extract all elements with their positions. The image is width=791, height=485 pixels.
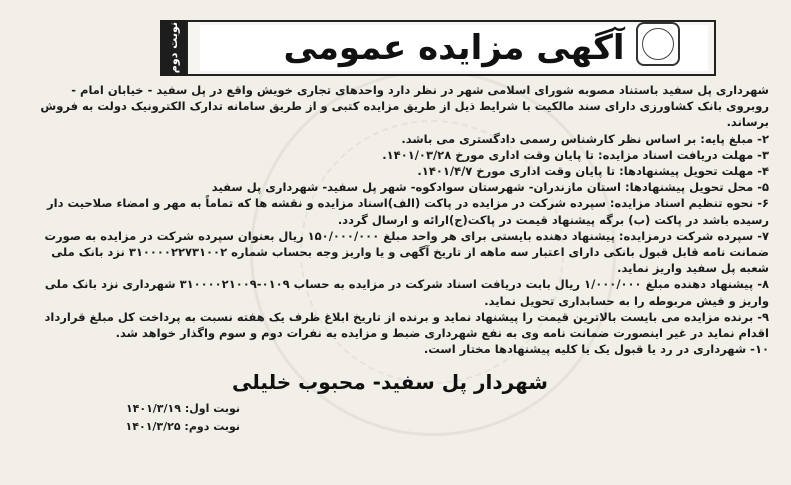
turn-label-tab — [160, 20, 186, 76]
notice-item: ۹- برنده مزایده می بایست بالاترین قیمت را پیشنهاد نماید و برنده از تاریخ ابلاغ ظرف یک هفته نسبت به پرداخت کل مبلغ قرارداد اقدام نماید در غیر اینصورت ضمانت نامه وی به نفع شهرداری ضبط و مزایده به نفرات دوم و سوم واگذار خواهد شد. — [44, 309, 769, 341]
publication-dates — [40, 400, 240, 436]
signature-line: شهردار پل سفید- محبوب خلیلی — [232, 370, 548, 394]
notice-title: آگهی مزایده عمومی — [200, 25, 708, 71]
notice-item: ۶- نحوه تنظیم اسناد مزایده: سپرده شرکت در مزایده در پاکت (الف)اسناد مزایده و نقشه ها که تماماً به مهر و امضاء صلاحیت دار رسیده باشد در پاکت (ب) برگه پیشنهاد قیمت در پاکت(ج)ارائه و ارسال گردد. — [47, 196, 769, 227]
notice-item: ۵- محل تحویل پیشنهادها: استان مازندران- شهرستان سوادکوه- شهر پل سفید- شهرداری پل سفید — [211, 180, 769, 195]
notice-item: ۸- پیشنهاد دهنده مبلغ ۱/۰۰۰/۰۰۰ ریال بابت دریافت اسناد شرکت در مزایده به حساب ۰۱۰۹-۳۱۰۰۰۰۲۱۰۰۹ شهرداری نزد بانک ملی واریز و فیش مربوطه را به حسابداری تحویل نماید. — [44, 277, 769, 308]
notice-item: ۲- مبلغ پایه: بر اساس نظر کارشناس رسمی دادگستری می باشد. — [401, 131, 769, 146]
notice-item: ۷- سپرده شرکت درمزایده: پیشنهاد دهنده بایستی برای هر واحد مبلغ ۱۵۰/۰۰۰/۰۰۰ ریال بعنوان سپرده شرکت در مزایده به صورت ضمانت نامه قابل قبول بانکی دارای اعتبار سه ماهه از تاریخ آگهی و یا واریز وجه بحساب شماره ۳۱۰۰۰۰۲۲۷۳۱۰۰۲ نزد بانک ملی شعبه پل سفید واریز نماید. — [44, 228, 769, 276]
municipality-logo — [636, 22, 680, 66]
turn-label: نوبت دوم — [166, 22, 180, 74]
notice-body — [40, 82, 769, 357]
notice-item: ۱۰- شهرداری در رد یا قبول یک یا کلیه پیشنهادها مختار است. — [423, 342, 769, 357]
notice-item: ۳- مهلت دریافت اسناد مزایده: تا پایان وقت اداری مورخ ۱۴۰۱/۰۳/۲۸. — [382, 147, 769, 162]
second-publication-date: نوبت دوم: ۱۴۰۱/۳/۲۵ — [125, 420, 240, 433]
notice-intro: شهرداری پل سفید باستناد مصوبه شورای اسلامی شهر در نظر دارد واحدهای تجاری خویش واقع در پل سفید - خیابان امام - روبروی بانک کشاورزی دارای سند مالکیت با شرایط ذیل از طریق مزایده کتبی و از طریق سامانه تدارک الکترونیک دولت به فروش برساند. — [40, 83, 769, 130]
notice-item: ۴- مهلت تحویل پیشنهادها: تا پایان وقت اداری مورخ ۱۴۰۱/۴/۷. — [417, 164, 769, 179]
logo-emblem-icon — [642, 28, 674, 60]
first-publication-date: نوبت اول: ۱۴۰۱/۳/۱۹ — [125, 402, 240, 415]
